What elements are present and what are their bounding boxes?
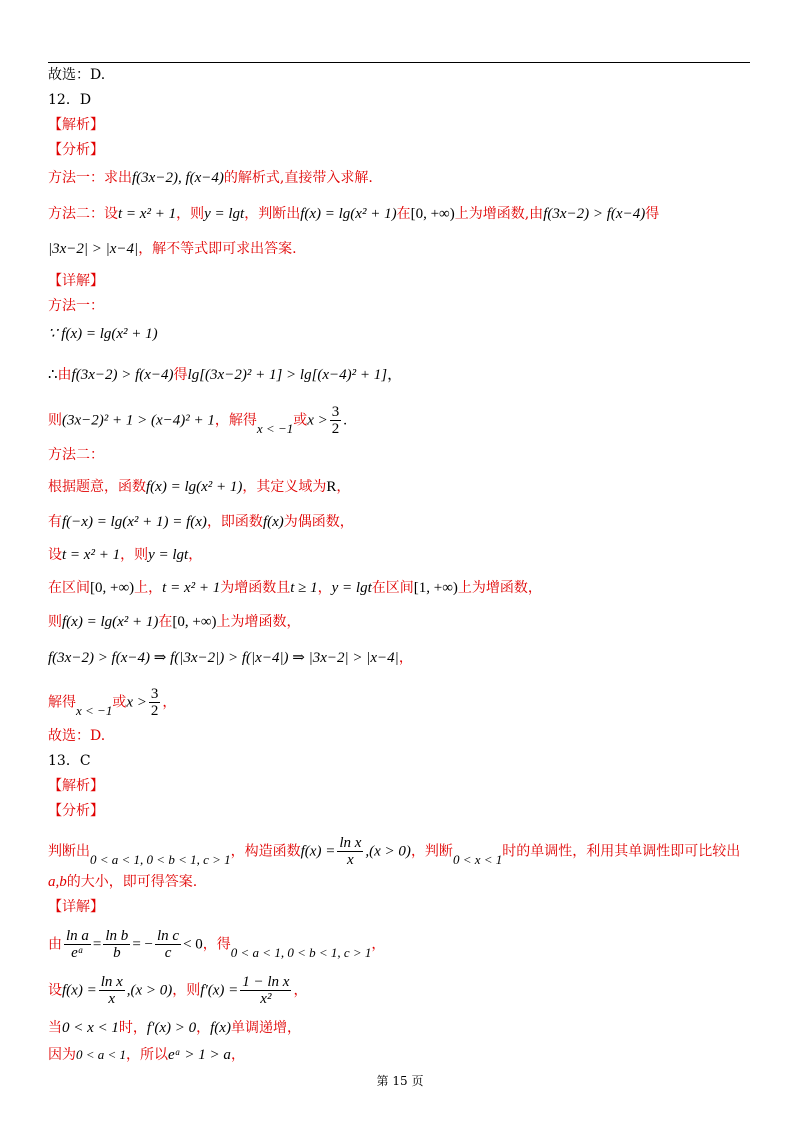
text-line-3: 【解析】: [48, 117, 104, 133]
text-line-2: 12．D: [48, 92, 92, 108]
text-line-13: 方法二：: [48, 447, 104, 463]
text-line-24: 【分析】: [48, 803, 104, 819]
text-line-23: 【解析】: [48, 778, 104, 794]
text-line-29: 设f(x) = $\frac{\text{ln x}}{x}$ ,(x > 0)，则f′(x) = $\frac{\text{1 − ln x}}{\text{x²}}$ ，: [48, 974, 308, 1007]
text-line-26: a,b的大小，即可得答案.: [48, 874, 198, 890]
text-line-11: ∴由f(3x−2) > f(x−4)得lg[(3x−2)² + 1] > lg[(x−4)² + 1]，: [48, 367, 403, 383]
text-line-21: 故选：D.: [48, 728, 106, 744]
text-line-1: 故选：D.: [48, 67, 106, 83]
text-line-15: 有f(−x) = lg(x² + 1) = f(x)，即函数f(x)为偶函数，: [48, 514, 354, 530]
text-line-7: |3x−2| > |x−4|，解不等式即可求出答案.: [48, 241, 297, 257]
text-line-6: 方法二：设t = x² + 1，则y = lgt，判断出f(x) = lg(x² + 1)在[0, +∞)上为增函数,由f(3x−2) > f(x−4)得: [48, 206, 660, 222]
header-rule: [48, 62, 750, 63]
text-line-14: 根据题意，函数f(x) = lg(x² + 1)，其定义域为R，: [48, 479, 351, 495]
text-line-20: 解得x < −1或x > $\frac{3}{2}$ ，: [48, 686, 177, 719]
page-number: 第 15 页: [376, 1074, 424, 1088]
text-line-12: 则(3x−2)² + 1 > (x−4)² + 1，解得x < −1或x > $\frac{3}{2}$ .: [48, 404, 348, 437]
text-line-19: f(3x−2) > f(x−4) ⇒ f(|3x−2|) > f(|x−4|) ⇒ |3x−2| > |x−4|，: [48, 650, 413, 666]
text-line-16: 设t = x² + 1，则y = lgt，: [48, 547, 203, 563]
text-line-18: 则f(x) = lg(x² + 1)在[0, +∞)上为增函数，: [48, 614, 301, 630]
text-line-9: 方法一：: [48, 298, 104, 314]
text-line-30: 当0 < x < 1时，f′(x) > 0，f(x)单调递增，: [48, 1020, 301, 1036]
text-line-5: 方法一：求出f(3x−2), f(x−4)的解析式,直接带入求解.: [48, 170, 373, 186]
text-line-25: 判断出0 < a < 1, 0 < b < 1, c > 1，构造函数f(x) = $\frac{\text{ln x}}{x}$ ,(x > 0)，判断0 < x < 1时的单调性，利用其单调性即可比较出: [48, 835, 741, 868]
fraction-three-halves-2: $\frac{3}{2}$: [150, 686, 159, 719]
text-line-31: 因为0 < a < 1，所以eᵃ > 1 > a，: [48, 1047, 245, 1063]
text-line-8: 【详解】: [48, 273, 104, 289]
text-line-22: 13．C: [48, 753, 91, 769]
text-line-17: 在区间[0, +∞)上，t = x² + 1为增函数且t ≥ 1，y = lgt在区间[1, +∞)上为增函数，: [48, 580, 542, 596]
text-line-10: ∵ f(x) = lg(x² + 1): [48, 326, 158, 342]
fraction-lna-over-ea: $\frac{\text{ln a}}{\text{eᵃ}}$: [66, 928, 89, 961]
fraction-lnb-over-b: $\frac{\text{ln b}}{b}$: [105, 928, 129, 961]
fraction-derivative: $\frac{\text{1 − ln x}}{\text{x²}}$: [242, 974, 290, 1007]
fraction-lnx-over-x: $\frac{\text{ln x}}{x}$: [339, 835, 362, 868]
text-line-28: 由 $\frac{\text{ln a}}{\text{eᵃ}}$ = $\frac{\text{ln b}}{b}$ = − $\frac{\text{ln c}}{c}$ < 0，得0 < a < 1, 0 < b < 1, c > 1，: [48, 928, 386, 961]
text-line-4: 【分析】: [48, 142, 104, 158]
fraction-lnc-over-c: $\frac{\text{ln c}}{c}$: [156, 928, 180, 961]
fraction-three-halves: $\frac{3}{2}$: [331, 404, 340, 437]
fraction-lnx-over-x-2: $\frac{\text{ln x}}{x}$: [100, 974, 123, 1007]
text-line-27: 【详解】: [48, 899, 104, 915]
